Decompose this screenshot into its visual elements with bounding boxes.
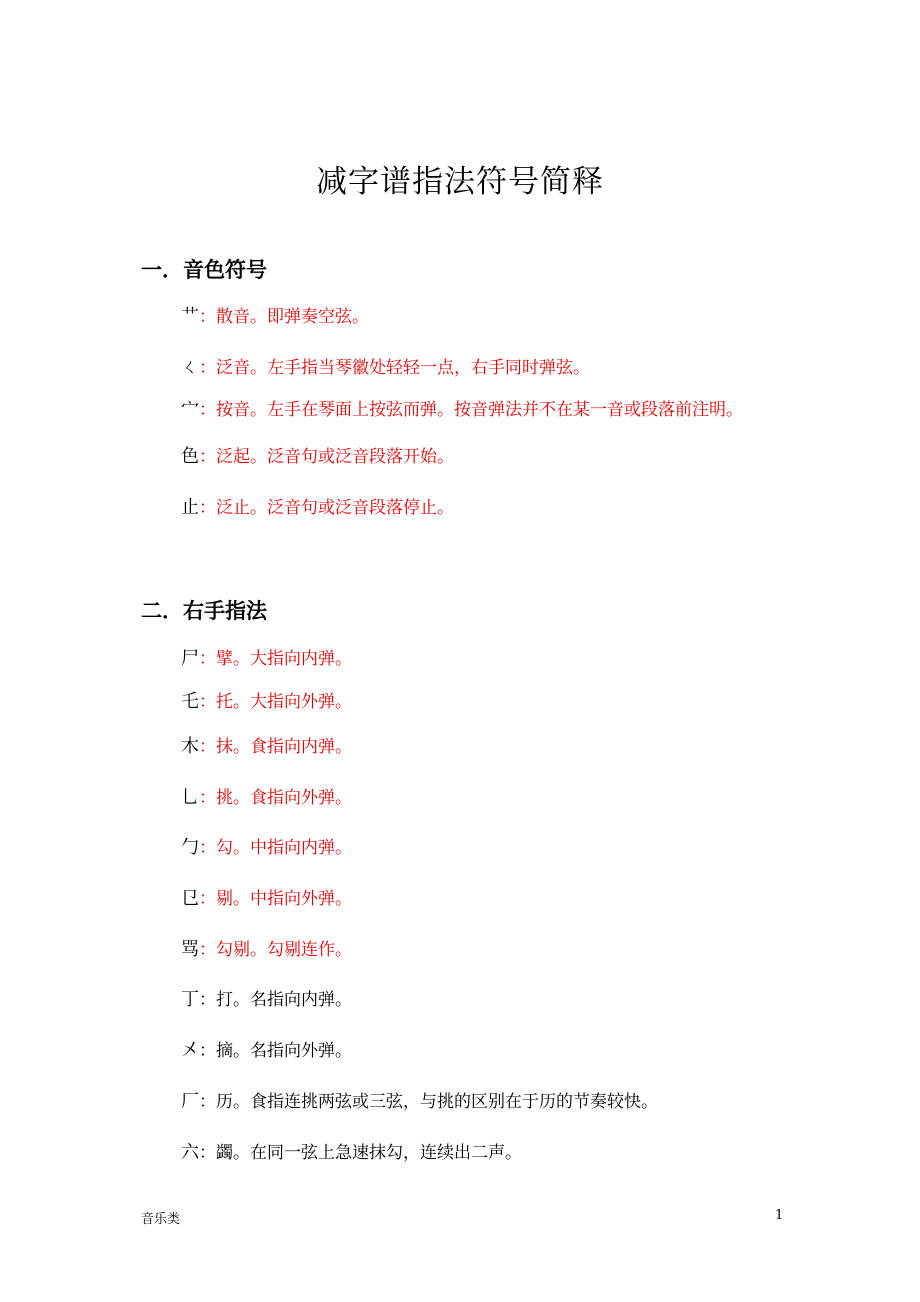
entry-separator: ：: [199, 1092, 216, 1112]
section-heading-right-hand: 二．右手指法: [141, 599, 267, 623]
symbol-glyph: 骂: [181, 939, 199, 960]
entry-fan-yin: [181, 356, 590, 380]
entry-san-yin: [181, 305, 369, 329]
entry-text: 泛止。泛音句或泛音段落停止。: [216, 498, 454, 518]
entry-separator: ：: [199, 447, 216, 467]
entry-text: 勾剔。勾剔连作。: [216, 940, 352, 960]
entry-tiao: [181, 786, 352, 810]
entry-mo: [181, 735, 352, 759]
entry-text: 摘。名指向外弹。: [216, 1041, 352, 1061]
symbol-glyph: 乇: [181, 691, 199, 712]
entry-juan: [181, 1141, 522, 1165]
entry-zhai: [181, 1039, 352, 1063]
entry-separator: ：: [199, 649, 216, 669]
entry-separator: ：: [199, 889, 216, 909]
entry-fan-zhi: [181, 496, 454, 520]
entry-separator: ：: [199, 788, 216, 808]
entry-text: 泛音。左手指当琴徽处轻轻一点，右手同时弹弦。: [216, 358, 590, 378]
entry-li: [181, 1090, 658, 1114]
entry-text: 泛起。泛音句或泛音段落开始。: [216, 447, 454, 467]
entry-text: 历。食指连挑两弦或三弦，与挑的区别在于历的节奏较快。: [216, 1092, 658, 1112]
symbol-glyph: 六: [181, 1142, 199, 1163]
entry-text: 勾。中指向内弹。: [216, 838, 352, 858]
entry-ti: [181, 887, 352, 911]
symbol-glyph: ㄑ: [181, 357, 199, 378]
symbol-glyph: 勹: [181, 837, 199, 858]
entry-separator: ：: [199, 400, 216, 420]
symbol-glyph: 止: [181, 497, 199, 518]
entry-text: 散音。即弹奏空弦。: [216, 307, 369, 327]
symbol-glyph: 艹: [181, 306, 199, 327]
entry-bo: [181, 647, 352, 671]
entry-text: 托。大指向外弹。: [216, 692, 352, 712]
entry-separator: ：: [199, 692, 216, 712]
symbol-glyph: 乚: [181, 787, 199, 808]
footer-category: 音乐类: [141, 1212, 181, 1227]
symbol-glyph: 㔾: [181, 888, 199, 909]
symbol-glyph: 㐅: [181, 1040, 199, 1061]
entry-da: [181, 988, 352, 1012]
entry-text: 挑。食指向外弹。: [216, 788, 352, 808]
page-title: 减字谱指法符号简释: [316, 164, 604, 200]
entry-gou-ti: [181, 938, 352, 962]
entry-text: 抹。食指向内弹。: [216, 737, 352, 757]
symbol-glyph: 尸: [181, 648, 199, 669]
entry-separator: ：: [199, 498, 216, 518]
entry-text: 按音。左手在琴面上按弦而弹。按音弹法并不在某一音或段落前注明。: [216, 400, 743, 420]
entry-separator: ：: [199, 307, 216, 327]
symbol-glyph: 宀: [181, 399, 199, 420]
entry-separator: ：: [199, 737, 216, 757]
entry-separator: ：: [199, 940, 216, 960]
entry-text: 蠲。在同一弦上急速抹勾，连续出二声。: [216, 1143, 522, 1163]
entry-text: 剔。中指向外弹。: [216, 889, 352, 909]
symbol-glyph: 木: [181, 736, 199, 757]
symbol-glyph: 厂: [181, 1091, 199, 1112]
symbol-glyph: 色: [181, 446, 199, 467]
symbol-glyph: 丁: [181, 989, 199, 1010]
entry-separator: ：: [199, 838, 216, 858]
entry-separator: ：: [199, 1041, 216, 1061]
section-heading-timbre: 一．音色符号: [141, 258, 267, 282]
entry-an-yin: [181, 398, 743, 422]
entry-separator: ：: [199, 1143, 216, 1163]
entry-text: 擘。大指向内弹。: [216, 649, 352, 669]
entry-tuo: [181, 690, 352, 714]
entry-separator: ：: [199, 358, 216, 378]
entry-separator: ：: [199, 990, 216, 1010]
page-number: 1: [775, 1208, 784, 1223]
entry-text: 打。名指向内弹。: [216, 990, 352, 1010]
entry-gou: [181, 836, 352, 860]
entry-fan-qi: [181, 445, 454, 469]
